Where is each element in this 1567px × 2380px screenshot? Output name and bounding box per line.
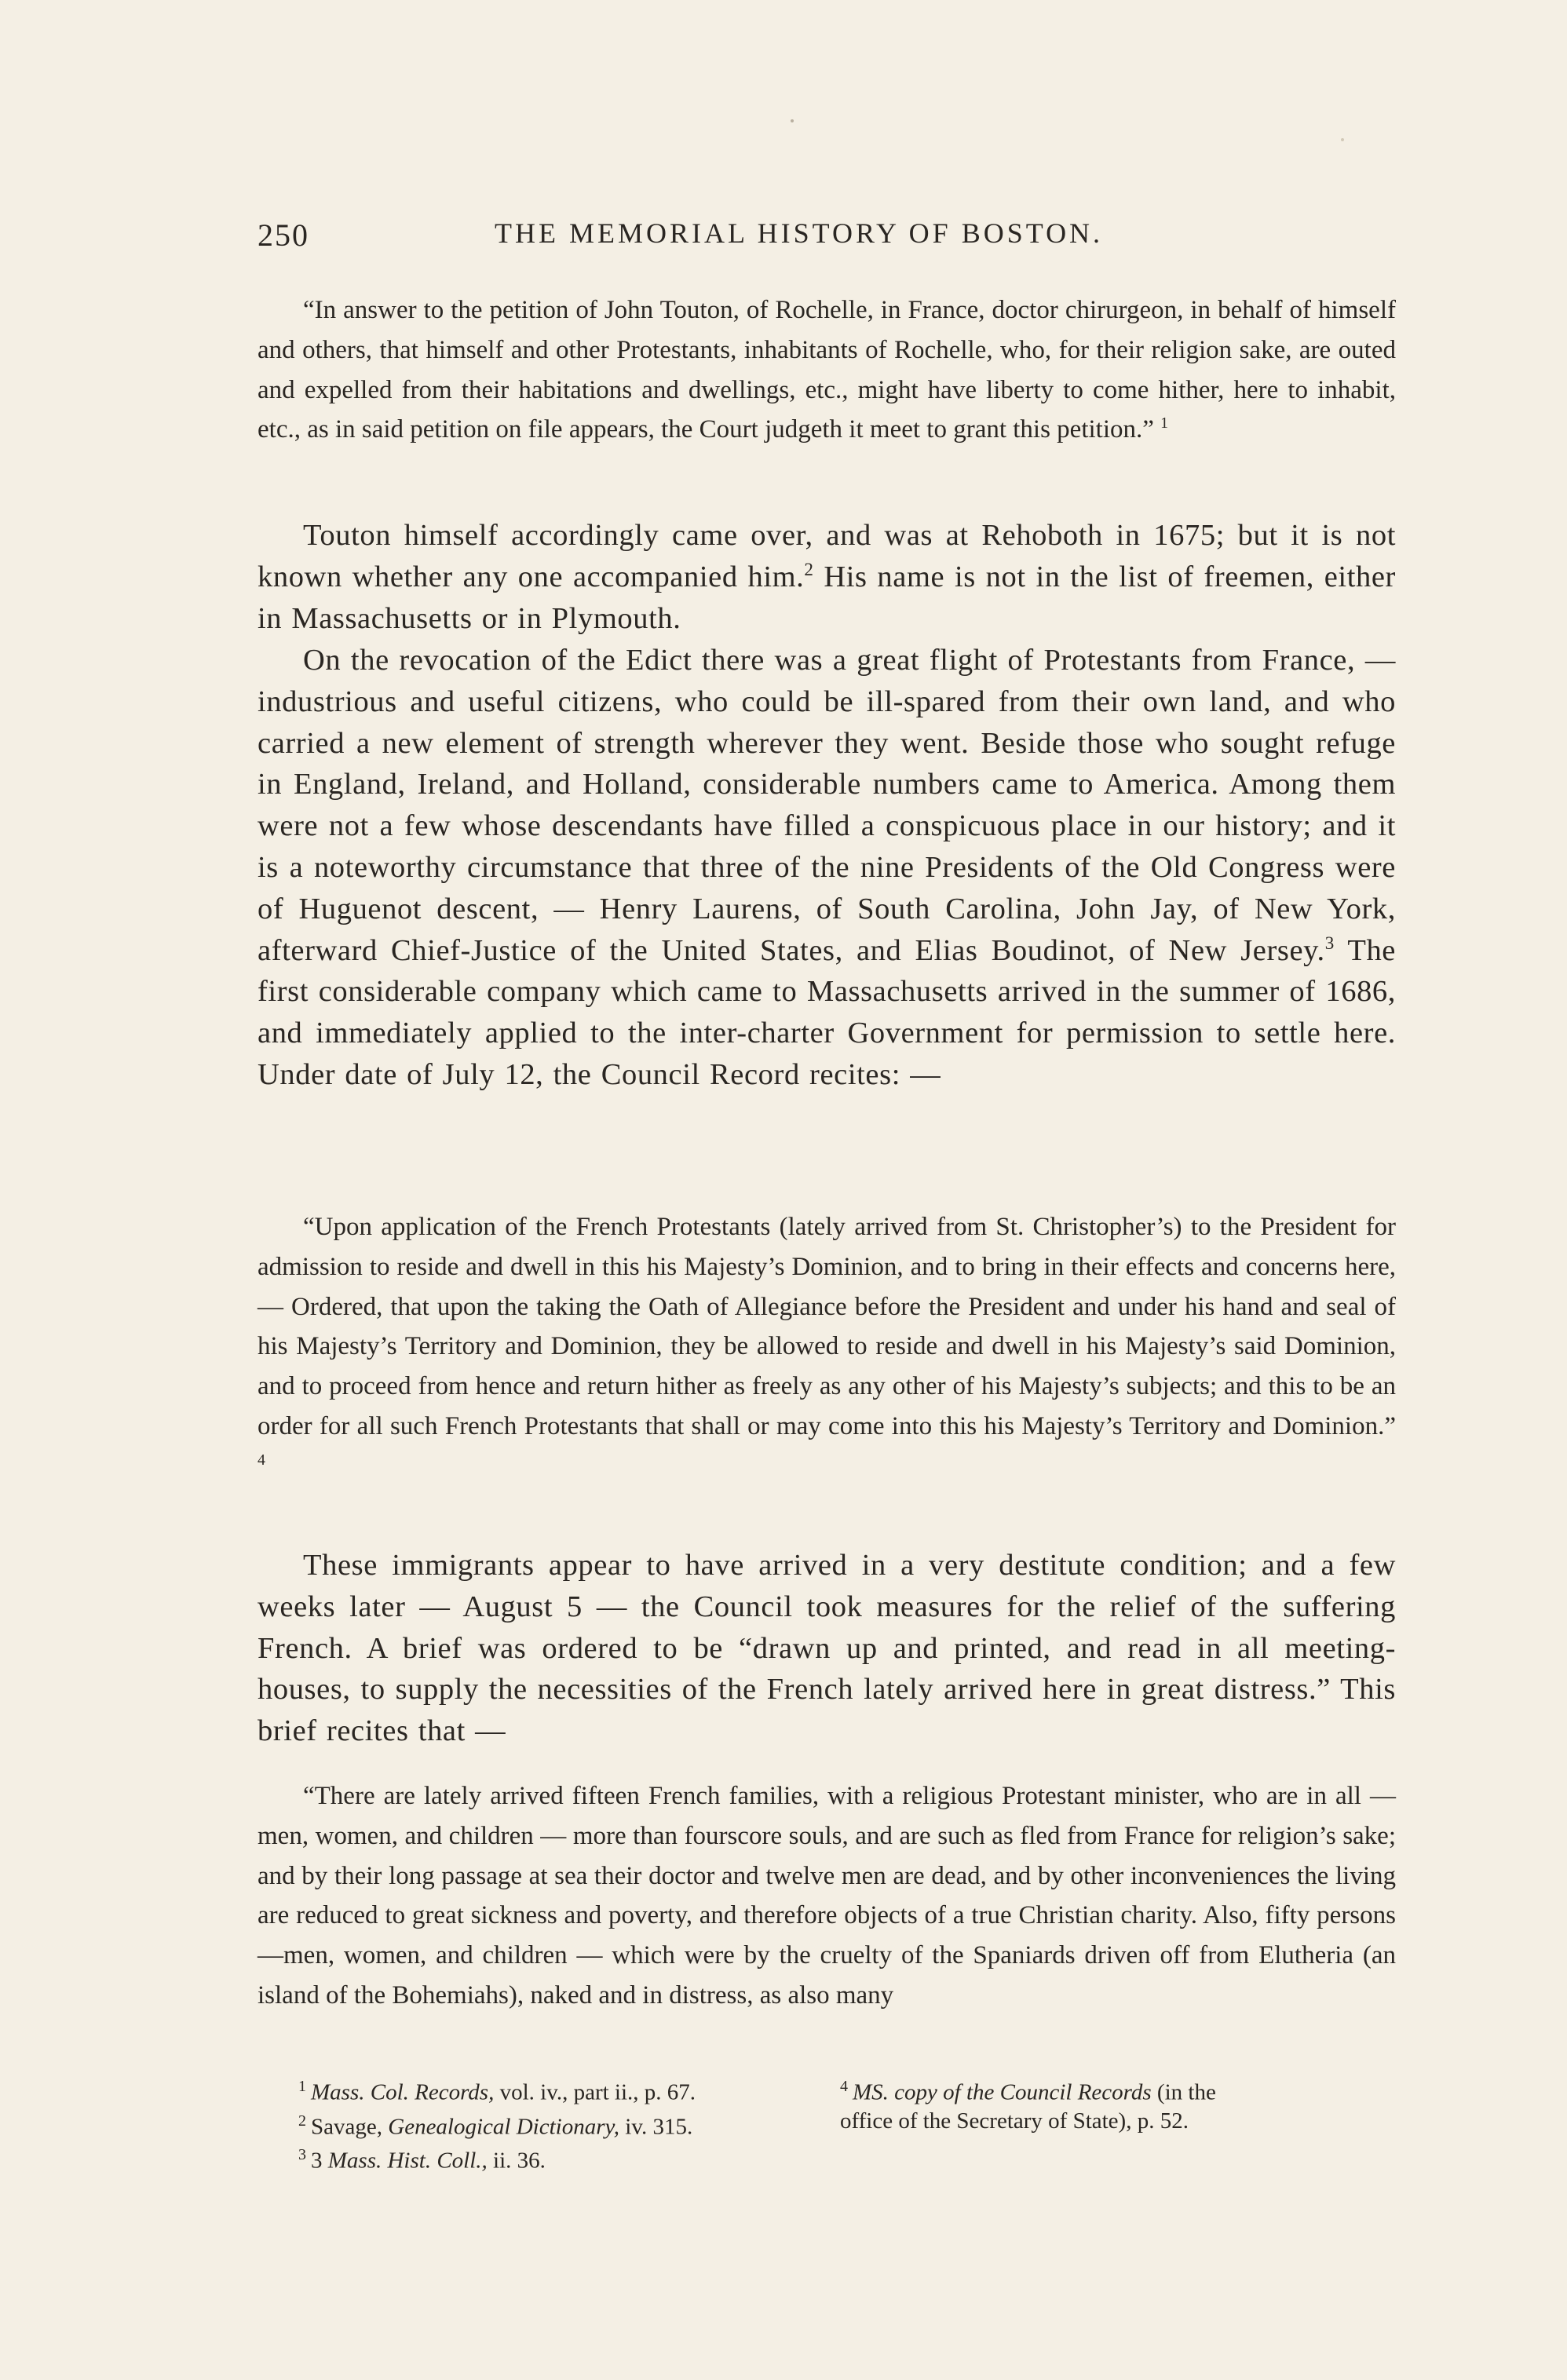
running-title: THE MEMORIAL HISTORY OF BOSTON. bbox=[495, 217, 1104, 249]
quote-touton-petition bbox=[258, 290, 1396, 450]
paragraph-revocation bbox=[258, 640, 1396, 1096]
footnote-ref: 2 bbox=[804, 558, 814, 579]
paragraph-immigrants bbox=[258, 1545, 1396, 1752]
footnote-3: $^3$ 3 Mass. Hist. Coll., ii. 36. bbox=[298, 2146, 546, 2174]
paper-speck bbox=[1341, 138, 1344, 141]
paragraph-text: On the revocation of the Edict there was a great flight of Protestants from France, — industrious and useful citizens, who could be ill-spared from their own land, and who carried a new element of strength wherever they went. Beside those who sought refuge in England, Ireland, and Holland, considerable numbers came to America. Among them were not a few whose descendants have filled a conspicuous place in our history; and it is a noteworthy circumstance that three of the nine Presidents of the Old Congress were of Huguenot descent, — Henry Laurens, of South Carolina, John Jay, of New York, afterward Chief-Justice of the United States, and Elias Boudinot, of New Jersey. bbox=[258, 644, 1396, 967]
quote-brief bbox=[258, 1776, 1396, 2016]
footnote-4-continued: office of the Secretary of State), p. 52. bbox=[840, 2108, 1189, 2134]
running-head bbox=[258, 212, 1396, 259]
footnote-ref: 4 bbox=[258, 1451, 265, 1469]
paragraph-text: The first considerable company which came to Massachusetts arrived in the summer of 1686, and immediately applied to the inter-charter Government for permission to settle here. Under date of July 12, the Council Record recites: — bbox=[258, 933, 1396, 1091]
quote-text: “There are lately arrived fifteen French families, with a religious Protestant minister, who are in all — men, women, and children — more than fourscore souls, and are such as fled from France for religion’s sake; and by their long passage at sea their doctor and twelve men are dead, and by other inconveniences the living are reduced to great sickness and poverty, and therefore objects of a true Christian charity. Also, fifty persons—men, women, and children — which were by the cruelty of the Spaniards driven off from Elutheria (an island of the Bohemiahs), naked and in distress, as also many bbox=[258, 1782, 1396, 2009]
paragraph-text: Touton himself accordingly came over, and was at Rehoboth in 1675; but it is not known whether any one accompanied him. bbox=[258, 519, 1396, 593]
footnote-ref: 1 bbox=[1160, 414, 1169, 433]
footnote-4: $^4$ MS. copy of the Council Records (in the bbox=[840, 2078, 1216, 2105]
quote-council-record bbox=[258, 1207, 1396, 1487]
footnote-2: $^2$ Savage, Genealogical Dictionary, iv. 315. bbox=[298, 2112, 693, 2140]
footnotes-left-column bbox=[298, 2072, 832, 2175]
paper-speck bbox=[791, 119, 794, 122]
footnote-ref: 3 bbox=[1324, 932, 1335, 953]
quote-text: “In answer to the petition of John Touton, of Rochelle, in France, doctor chirurgeon, in behalf of himself and others, that himself and other Protestants, inhabitants of Rochelle, who, for their religion sake, are outed and expelled from their habitations and dwellings, etc., might have liberty to come hither, here to inhabit, etc., as in said petition on file appears, the Court judgeth it meet to grant this petition.” bbox=[258, 296, 1396, 444]
footnote-1: $^1$ Mass. Col. Records, vol. iv., part ii., p. 67. bbox=[298, 2078, 696, 2105]
paragraph-touton bbox=[258, 515, 1396, 639]
quote-text: “Upon application of the French Protestants (lately arrived from St. Christopher’s) to the President for admission to reside and dwell in this his Majesty’s Dominion, and to bring in their effects and concerns here, — Ordered, that upon the taking the Oath of Allegiance before the President and under his hand and seal of his Majesty’s Territory and Dominion, they be allowed to reside and dwell in his Majesty’s said Dominion, and to proceed from hence and return hither as freely as any other of his Majesty’s subjects; and this to be an order for all such French Protestants that shall or may come into this his Majesty’s Territory and Dominion.” bbox=[258, 1213, 1396, 1440]
paragraph-text: His name is not in the list of freemen, either in Massachusetts or in Plymouth. bbox=[258, 560, 1396, 635]
paragraph-text: These immigrants appear to have arrived in a very destitute condition; and a few weeks later — August 5 — the Council took measures for the relief of the suffering French. A brief was ordered to be “drawn up and printed, and read in all meeting-houses, to supply the necessities of the French lately arrived here in great distress.” This brief recites that — bbox=[258, 1549, 1396, 1748]
page-number: 250 bbox=[258, 217, 309, 253]
footnotes-right-column bbox=[840, 2072, 1397, 2135]
